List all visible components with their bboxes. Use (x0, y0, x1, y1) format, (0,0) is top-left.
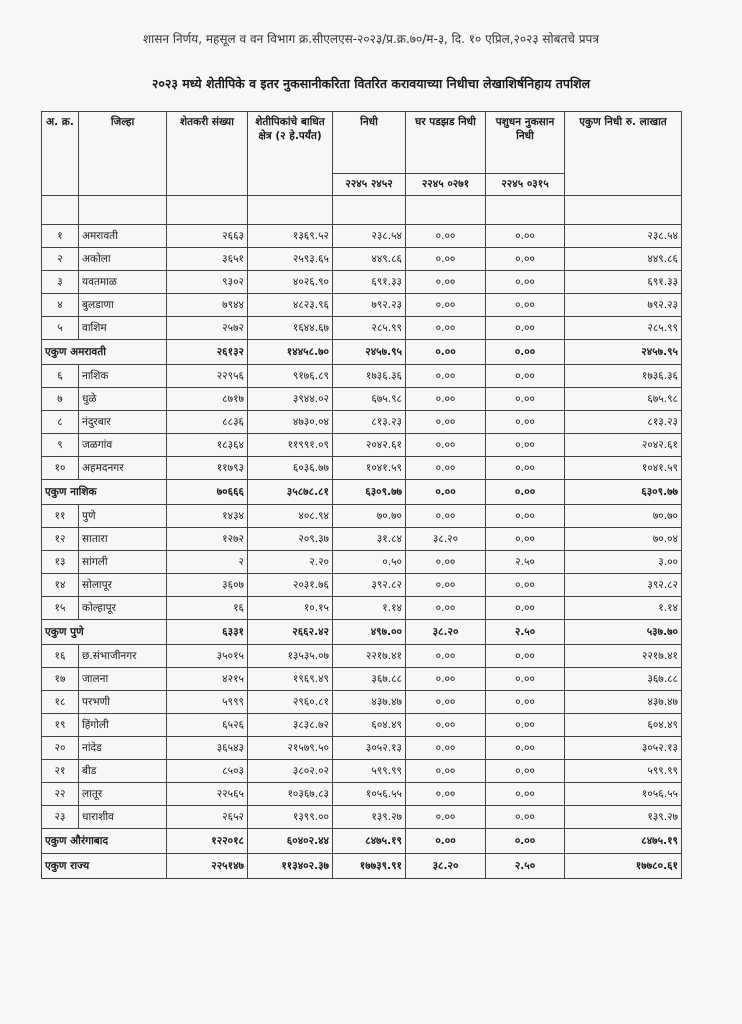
cell-livestock: ०.०० (486, 317, 565, 340)
cell-total: ४४९.८६ (565, 248, 682, 271)
cell-livestock: २.५० (486, 551, 565, 574)
cell-farmers: ७०६६६ (167, 480, 248, 505)
cell-area: ११९९१.०९ (248, 434, 333, 457)
cell-farmers: २२९५६ (167, 365, 248, 388)
total-row (42, 854, 682, 879)
cell-house: ०.०० (406, 645, 486, 668)
cell-district: धुळे (79, 388, 167, 411)
cell-house: ०.०० (406, 434, 486, 457)
cell-farmers: ९३०२ (167, 271, 248, 294)
cell-area: १०.१५ (248, 597, 333, 620)
cell-fund: २३८.५४ (333, 225, 406, 248)
cell-sr-no: २ (42, 248, 79, 271)
cell-farmers: २ (167, 551, 248, 574)
cell-house: ०.०० (406, 411, 486, 434)
cell-livestock: ०.०० (486, 574, 565, 597)
cell-fund: १३९.२७ (333, 806, 406, 829)
cell-sr-no: ५ (42, 317, 79, 340)
cell-total: ७९२.२३ (565, 294, 682, 317)
cell-farmers: ३५०१५ (167, 645, 248, 668)
cell-house: ०.०० (406, 574, 486, 597)
table-row (42, 388, 682, 411)
cell-area: १४४५८.७० (248, 340, 333, 365)
cell-livestock: ०.०० (486, 645, 565, 668)
cell-area: ३९४४.०२ (248, 388, 333, 411)
cell-livestock: ०.०० (486, 365, 565, 388)
cell-sr-no: १२ (42, 528, 79, 551)
cell-district: अमरावती (79, 225, 167, 248)
cell-house: ०.०० (406, 691, 486, 714)
cell-total: २३८.५४ (565, 225, 682, 248)
cell-area: १६४४.६७ (248, 317, 333, 340)
cell-fund: ३९२.८२ (333, 574, 406, 597)
table-row (42, 434, 682, 457)
cell-area: २५९३.६५ (248, 248, 333, 271)
cell-farmers: ८७१७ (167, 388, 248, 411)
cell-area: २०९.३७ (248, 528, 333, 551)
cell-fund: ८१३.२३ (333, 411, 406, 434)
cell-farmers: २२५६५ (167, 783, 248, 806)
cell-house: ०.०० (406, 760, 486, 783)
cell-livestock: ०.०० (486, 271, 565, 294)
cell-district: परभणी (79, 691, 167, 714)
table-row (42, 225, 682, 248)
cell-livestock: ०.०० (486, 225, 565, 248)
cell-house: ०.०० (406, 365, 486, 388)
table-row (42, 691, 682, 714)
cell-sr-no: २२ (42, 783, 79, 806)
cell-fund: २४५७.९५ (333, 340, 406, 365)
cell-total: ३.०० (565, 551, 682, 574)
cell-sr-no: १९ (42, 714, 79, 737)
cell-total: २८५.९९ (565, 317, 682, 340)
cell-farmers: ८५०३ (167, 760, 248, 783)
cell-livestock: ०.०० (486, 388, 565, 411)
cell-livestock: ०.०० (486, 806, 565, 829)
cell-area: १३५३५.०७ (248, 645, 333, 668)
cell-livestock: ०.०० (486, 714, 565, 737)
document-title: २०२३ मध्ये शेतीपिके व इतर नुकसानीकरिता वितरित करावयाच्या निधीचा लेखाशिर्षनिहाय तपशिल (151, 76, 591, 91)
cell-livestock: ०.०० (486, 597, 565, 620)
header-house: घर पडझड निधी (406, 112, 486, 174)
total-row (42, 480, 682, 505)
cell-area: ३८३८.७२ (248, 714, 333, 737)
header-sr-no: अ. क्र. (42, 112, 79, 196)
total-row (42, 829, 682, 854)
cell-fund: ५९९.९९ (333, 760, 406, 783)
table-row (42, 760, 682, 783)
table-row (42, 597, 682, 620)
cell-livestock: ०.०० (486, 457, 565, 480)
table-row (42, 271, 682, 294)
cell-house: ३८.२० (406, 620, 486, 645)
table-row (42, 714, 682, 737)
cell-area: १९६९.४९ (248, 668, 333, 691)
cell-farmers: ६३३१ (167, 620, 248, 645)
cell-farmers: १६ (167, 597, 248, 620)
cell-area: २.२० (248, 551, 333, 574)
cell-livestock: २.५० (486, 854, 565, 879)
cell-fund: ४३७.४७ (333, 691, 406, 714)
cell-total: २२१७.४१ (565, 645, 682, 668)
cell-fund: १७७३९.९१ (333, 854, 406, 879)
cell-fund: ८४७५.१९ (333, 829, 406, 854)
cell-fund: ७०.७० (333, 505, 406, 528)
cell-total-label: एकुण पुणे (42, 620, 167, 645)
cell-area: १३६९.५२ (248, 225, 333, 248)
cell-house: ०.०० (406, 806, 486, 829)
cell-area: २१५७९.५० (248, 737, 333, 760)
spacer-row (42, 196, 682, 225)
table-row (42, 551, 682, 574)
cell-total: १७७८०.६१ (565, 854, 682, 879)
cell-farmers: ३६०७ (167, 574, 248, 597)
cell-sr-no: ३ (42, 271, 79, 294)
cell-livestock: ०.०० (486, 829, 565, 854)
table-row (42, 645, 682, 668)
table-row (42, 365, 682, 388)
cell-area: १३९९.०० (248, 806, 333, 829)
cell-house: ०.०० (406, 783, 486, 806)
cell-sr-no: १३ (42, 551, 79, 574)
cell-farmers: ५९९९ (167, 691, 248, 714)
cell-sr-no: २० (42, 737, 79, 760)
document-header: शासन निर्णय, महसूल व वन विभाग क्र.सीएलएस-२०२३/प्र.क्र.७०/म-३, दि. १० एप्रिल,२०२३ सोबतचे प्रपत्र (142, 32, 600, 46)
table-row (42, 574, 682, 597)
cell-fund: ०.५० (333, 551, 406, 574)
header-farmers: शेतकरी संख्या (167, 112, 248, 196)
header-district: जिल्हा (79, 112, 167, 196)
cell-fund: ३१.८४ (333, 528, 406, 551)
cell-district: छ.संभाजीनगर (79, 645, 167, 668)
fund-allocation-table (41, 111, 682, 879)
cell-fund: ६३०९.७७ (333, 480, 406, 505)
cell-total-label: एकुण औरंगाबाद (42, 829, 167, 854)
table-row (42, 317, 682, 340)
cell-house: ०.०० (406, 457, 486, 480)
cell-sr-no: १६ (42, 645, 79, 668)
table-row (42, 806, 682, 829)
cell-sr-no: ४ (42, 294, 79, 317)
cell-total: १३९.२७ (565, 806, 682, 829)
cell-district: जळगांव (79, 434, 167, 457)
cell-total-label: एकुण नाशिक (42, 480, 167, 505)
cell-total: ३९२.८२ (565, 574, 682, 597)
cell-total: ६३०९.७७ (565, 480, 682, 505)
cell-livestock: ०.०० (486, 340, 565, 365)
cell-fund: ४९७.०० (333, 620, 406, 645)
cell-total: १.१४ (565, 597, 682, 620)
cell-house: ०.०० (406, 829, 486, 854)
cell-fund: ४४९.८६ (333, 248, 406, 271)
cell-sr-no: ९ (42, 434, 79, 457)
cell-total: ७०.७० (565, 505, 682, 528)
cell-farmers: १२२०१८ (167, 829, 248, 854)
cell-area: ४०८.९४ (248, 505, 333, 528)
cell-sr-no: ६ (42, 365, 79, 388)
table-row (42, 294, 682, 317)
cell-total: १७३६.३६ (565, 365, 682, 388)
code-house: २२४५ ०२७१ (406, 174, 486, 196)
cell-sr-no: १४ (42, 574, 79, 597)
cell-sr-no: १७ (42, 668, 79, 691)
cell-district: सांगली (79, 551, 167, 574)
code-livestock: २२४५ ०३१५ (486, 174, 565, 196)
cell-farmers: ४२१५ (167, 668, 248, 691)
cell-area: ४७३०.०४ (248, 411, 333, 434)
cell-farmers: १२७२ (167, 528, 248, 551)
cell-district: बुलडाणा (79, 294, 167, 317)
cell-district: नांदेड (79, 737, 167, 760)
cell-district: धाराशीव (79, 806, 167, 829)
header-livestock: पशुधन नुकसान निधी (486, 112, 565, 174)
cell-farmers: ८८३६ (167, 411, 248, 434)
cell-farmers: ६५२६ (167, 714, 248, 737)
cell-livestock: ०.०० (486, 783, 565, 806)
cell-sr-no: १८ (42, 691, 79, 714)
cell-house: ०.०० (406, 505, 486, 528)
cell-total: ३६७.८८ (565, 668, 682, 691)
cell-area: ३८०२.०२ (248, 760, 333, 783)
cell-district: यवतमाळ (79, 271, 167, 294)
cell-house: ०.०० (406, 294, 486, 317)
cell-district: नंदुरबार (79, 411, 167, 434)
cell-house: ०.०० (406, 340, 486, 365)
cell-house: ०.०० (406, 737, 486, 760)
cell-area: ४८२३.९६ (248, 294, 333, 317)
cell-district: सोलापूर (79, 574, 167, 597)
cell-total: ८४७५.१९ (565, 829, 682, 854)
cell-area: ४०२६.९० (248, 271, 333, 294)
cell-total: ५९९.९९ (565, 760, 682, 783)
cell-district: कोल्हापूर (79, 597, 167, 620)
cell-livestock: ०.०० (486, 737, 565, 760)
table-row (42, 457, 682, 480)
cell-livestock: ०.०० (486, 434, 565, 457)
cell-farmers: २५७२ (167, 317, 248, 340)
cell-area: १०३६७.८३ (248, 783, 333, 806)
cell-area: ६०३६.७७ (248, 457, 333, 480)
cell-total-label: एकुण अमरावती (42, 340, 167, 365)
cell-livestock: ०.०० (486, 668, 565, 691)
cell-fund: २२१७.४१ (333, 645, 406, 668)
cell-total-label: एकुण राज्य (42, 854, 167, 879)
cell-total: ६७५.९८ (565, 388, 682, 411)
cell-farmers: २६५२ (167, 806, 248, 829)
cell-farmers: ७९४४ (167, 294, 248, 317)
cell-total: ५३७.७० (565, 620, 682, 645)
cell-district: पुणे (79, 505, 167, 528)
cell-district: नाशिक (79, 365, 167, 388)
cell-total: ८१३.२३ (565, 411, 682, 434)
cell-total: ३०५२.१३ (565, 737, 682, 760)
cell-livestock: ०.०० (486, 411, 565, 434)
cell-fund: ६९१.३३ (333, 271, 406, 294)
cell-livestock: ०.०० (486, 760, 565, 783)
table-row (42, 737, 682, 760)
cell-total: १०५६.५५ (565, 783, 682, 806)
cell-fund: १०५६.५५ (333, 783, 406, 806)
cell-fund: २८५.९९ (333, 317, 406, 340)
cell-farmers: २२५१४७ (167, 854, 248, 879)
cell-district: सातारा (79, 528, 167, 551)
cell-farmers: २६६३ (167, 225, 248, 248)
cell-livestock: २.५० (486, 620, 565, 645)
cell-district: वाशिम (79, 317, 167, 340)
cell-fund: ३६७.८८ (333, 668, 406, 691)
cell-farmers: २६१३२ (167, 340, 248, 365)
cell-sr-no: १० (42, 457, 79, 480)
table-row (42, 248, 682, 271)
cell-house: ०.०० (406, 248, 486, 271)
cell-fund: ७९२.२३ (333, 294, 406, 317)
cell-area: ३५८७८.८१ (248, 480, 333, 505)
cell-total: ४३७.४७ (565, 691, 682, 714)
cell-fund: १.१४ (333, 597, 406, 620)
header-area: शेतीपिकांचे बाधित क्षेत्र (२ हे.पर्यंत) (248, 112, 333, 196)
cell-house: ०.०० (406, 668, 486, 691)
cell-livestock: ०.०० (486, 528, 565, 551)
cell-house: ०.०० (406, 388, 486, 411)
total-row (42, 340, 682, 365)
cell-house: ०.०० (406, 480, 486, 505)
cell-district: अहमदनगर (79, 457, 167, 480)
cell-area: ११३४०२.३७ (248, 854, 333, 879)
cell-livestock: ०.०० (486, 294, 565, 317)
cell-total: ७०.०४ (565, 528, 682, 551)
cell-total: १०४१.५९ (565, 457, 682, 480)
cell-fund: ६०४.४९ (333, 714, 406, 737)
cell-house: ०.०० (406, 714, 486, 737)
code-fund: २२४५ २४५२ (333, 174, 406, 196)
cell-fund: १७३६.३६ (333, 365, 406, 388)
cell-district: जालना (79, 668, 167, 691)
header-total: एकुण निधी रु. लाखात (565, 112, 682, 196)
cell-farmers: ३६५१ (167, 248, 248, 271)
table-row (42, 783, 682, 806)
cell-district: अकोला (79, 248, 167, 271)
cell-sr-no: ७ (42, 388, 79, 411)
cell-sr-no: १ (42, 225, 79, 248)
cell-sr-no: ८ (42, 411, 79, 434)
cell-total: २०४२.६१ (565, 434, 682, 457)
cell-livestock: ०.०० (486, 248, 565, 271)
cell-farmers: १४३४ (167, 505, 248, 528)
cell-house: ०.०० (406, 317, 486, 340)
cell-fund: ३०५२.१३ (333, 737, 406, 760)
total-row (42, 620, 682, 645)
cell-farmers: ११७९३ (167, 457, 248, 480)
cell-fund: ६७५.९८ (333, 388, 406, 411)
cell-livestock: ०.०० (486, 480, 565, 505)
cell-farmers: १८३६४ (167, 434, 248, 457)
cell-house: ०.०० (406, 597, 486, 620)
header-fund: निधी (333, 112, 406, 174)
cell-fund: २०४२.६१ (333, 434, 406, 457)
cell-area: २९६०.८१ (248, 691, 333, 714)
cell-area: ६०४०२.४४ (248, 829, 333, 854)
cell-fund: १०४१.५९ (333, 457, 406, 480)
cell-district: लातूर (79, 783, 167, 806)
cell-house: ३८.२० (406, 528, 486, 551)
cell-house: ०.०० (406, 225, 486, 248)
cell-total: ६९१.३३ (565, 271, 682, 294)
table-row (42, 668, 682, 691)
cell-district: हिंगोली (79, 714, 167, 737)
cell-area: २०३१.७६ (248, 574, 333, 597)
cell-livestock: ०.०० (486, 691, 565, 714)
table-row (42, 528, 682, 551)
table-row (42, 411, 682, 434)
cell-farmers: ३६५४३ (167, 737, 248, 760)
cell-livestock: ०.०० (486, 505, 565, 528)
cell-sr-no: २१ (42, 760, 79, 783)
cell-house: ०.०० (406, 551, 486, 574)
cell-district: बीड (79, 760, 167, 783)
cell-house: ३८.२० (406, 854, 486, 879)
cell-area: २६६२.४२ (248, 620, 333, 645)
cell-total: ६०४.४९ (565, 714, 682, 737)
cell-house: ०.०० (406, 271, 486, 294)
cell-area: ९१७६.८९ (248, 365, 333, 388)
cell-total: २४५७.९५ (565, 340, 682, 365)
cell-sr-no: १५ (42, 597, 79, 620)
cell-sr-no: ११ (42, 505, 79, 528)
cell-sr-no: २३ (42, 806, 79, 829)
table-row (42, 505, 682, 528)
